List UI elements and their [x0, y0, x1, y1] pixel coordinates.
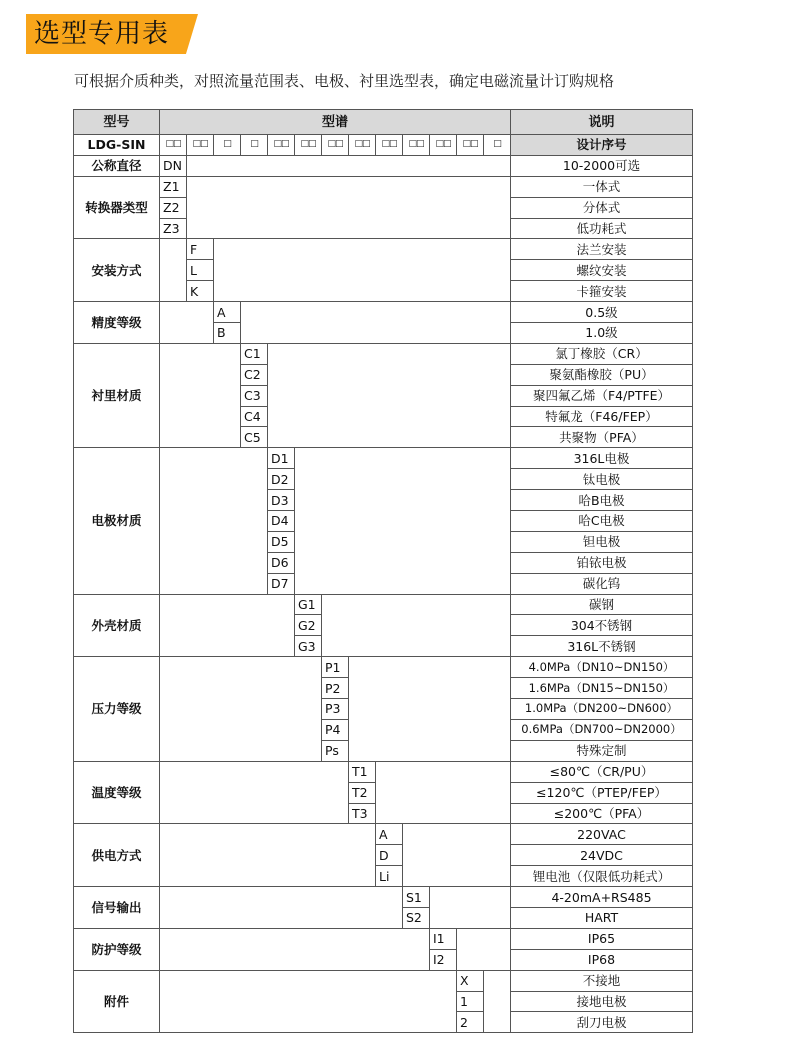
option-row	[74, 824, 693, 845]
option-code: G1	[295, 594, 322, 615]
option-row	[74, 448, 693, 469]
option-row	[74, 302, 693, 323]
option-description: 卡箍安装	[511, 281, 693, 302]
option-code: C1	[241, 343, 268, 364]
group-label: 转换器类型	[74, 176, 160, 239]
code-placeholder: □	[484, 135, 511, 156]
spectrum-blank-left	[160, 657, 322, 761]
group-label: 防护等级	[74, 928, 160, 970]
option-code: D1	[268, 448, 295, 469]
table-header-row	[74, 110, 693, 135]
option-code: 1	[457, 991, 484, 1012]
page-title: 选型专用表	[34, 19, 170, 49]
option-code: I1	[430, 928, 457, 949]
option-description: 1.6MPa（DN15~DN150）	[511, 678, 693, 699]
option-code: S2	[403, 907, 430, 928]
option-code: S1	[403, 887, 430, 908]
option-description: IP68	[511, 949, 693, 970]
group-label: 衬里材质	[74, 343, 160, 447]
code-placeholder: □□	[349, 135, 376, 156]
model-description: 设计序号	[511, 135, 693, 156]
spectrum-blank-right	[484, 970, 511, 1033]
option-code: L	[187, 260, 214, 281]
option-code: I2	[430, 949, 457, 970]
option-row	[74, 970, 693, 991]
option-description: 哈B电极	[511, 490, 693, 511]
option-code: C4	[241, 406, 268, 427]
option-description: 316L不锈钢	[511, 636, 693, 657]
option-code: T1	[349, 761, 376, 782]
option-code: 2	[457, 1012, 484, 1033]
option-code: P2	[322, 678, 349, 699]
option-description: 哈C电极	[511, 511, 693, 532]
option-code: A	[376, 824, 403, 845]
option-description: 一体式	[511, 176, 693, 197]
option-description: 铂铱电极	[511, 552, 693, 573]
option-code: Li	[376, 866, 403, 887]
code-placeholder: □□	[322, 135, 349, 156]
option-code: C5	[241, 427, 268, 448]
spectrum-blank-left	[160, 594, 295, 657]
option-description: IP65	[511, 928, 693, 949]
option-row	[74, 343, 693, 364]
code-placeholder: □□	[160, 135, 187, 156]
option-code: F	[187, 239, 214, 260]
code-placeholder: □□	[430, 135, 457, 156]
option-description: 特殊定制	[511, 740, 693, 761]
spectrum-blank	[187, 155, 511, 176]
option-description: HART	[511, 907, 693, 928]
header-spectrum: 型谱	[160, 110, 511, 135]
option-description: 法兰安装	[511, 239, 693, 260]
option-description: 共聚物（PFA）	[511, 427, 693, 448]
spectrum-blank-left	[160, 448, 268, 594]
page-subtitle: 可根据介质种类，对照流量范围表、电极、衬里选型表，确定电磁流量计订购规格	[74, 72, 615, 90]
option-description: 碳钢	[511, 594, 693, 615]
option-code: D	[376, 845, 403, 866]
option-code: T3	[349, 803, 376, 824]
nominal-diameter-description: 10-2000可选	[511, 155, 693, 176]
group-label: 精度等级	[74, 302, 160, 344]
spectrum-blank-left	[160, 343, 241, 447]
option-code: P1	[322, 657, 349, 678]
spectrum-blank-left	[160, 761, 349, 824]
option-description: ≤120℃（PTEP/FEP）	[511, 782, 693, 803]
option-description: 特氟龙（F46/FEP）	[511, 406, 693, 427]
option-code: P4	[322, 719, 349, 740]
option-description: 钽电极	[511, 531, 693, 552]
option-description: 接地电极	[511, 991, 693, 1012]
nominal-diameter-row	[74, 155, 693, 176]
code-placeholder: □□	[187, 135, 214, 156]
option-code: T2	[349, 782, 376, 803]
option-row	[74, 176, 693, 197]
spectrum-blank-right	[457, 928, 511, 970]
group-label: 温度等级	[74, 761, 160, 824]
option-code: Z2	[160, 197, 187, 218]
header-model: 型号	[74, 110, 160, 135]
option-code: D6	[268, 552, 295, 573]
option-description: 刮刀电极	[511, 1012, 693, 1033]
option-description: 0.5级	[511, 302, 693, 323]
option-code: Z1	[160, 176, 187, 197]
option-row	[74, 928, 693, 949]
nominal-diameter-label: 公称直径	[74, 155, 160, 176]
option-description: 0.6MPa（DN700~DN2000）	[511, 719, 693, 740]
option-code: D4	[268, 511, 295, 532]
option-code: D5	[268, 531, 295, 552]
option-description: 聚四氟乙烯（F4/PTFE）	[511, 385, 693, 406]
spectrum-blank-right	[187, 176, 511, 239]
nominal-diameter-code: DN	[160, 155, 187, 176]
spectrum-blank-right	[349, 657, 511, 761]
option-code: K	[187, 281, 214, 302]
option-description: 24VDC	[511, 845, 693, 866]
option-description: 1.0MPa（DN200~DN600）	[511, 699, 693, 720]
spectrum-blank-left	[160, 970, 457, 1033]
code-placeholder: □	[214, 135, 241, 156]
code-placeholder: □□	[295, 135, 322, 156]
option-description: 低功耗式	[511, 218, 693, 239]
spectrum-blank-right	[403, 824, 511, 887]
group-label: 信号输出	[74, 887, 160, 929]
option-description: ≤80℃（CR/PU）	[511, 761, 693, 782]
spectrum-blank-right	[295, 448, 511, 594]
code-placeholder: □□	[457, 135, 484, 156]
spectrum-blank-right	[322, 594, 511, 657]
option-description: 聚氨酯橡胶（PU）	[511, 364, 693, 385]
header-description: 说明	[511, 110, 693, 135]
option-code: C3	[241, 385, 268, 406]
option-description: 分体式	[511, 197, 693, 218]
option-row	[74, 657, 693, 678]
option-description: 螺纹安装	[511, 260, 693, 281]
option-code: D2	[268, 469, 295, 490]
option-description: 316L电极	[511, 448, 693, 469]
spectrum-blank-right	[430, 887, 511, 929]
option-code: Ps	[322, 740, 349, 761]
option-row	[74, 239, 693, 260]
option-description: 1.0级	[511, 323, 693, 344]
model-name: LDG-SIN	[74, 135, 160, 156]
option-code: A	[214, 302, 241, 323]
code-placeholder: □□	[268, 135, 295, 156]
selection-table	[73, 109, 693, 1033]
option-code: D7	[268, 573, 295, 594]
option-description: 钛电极	[511, 469, 693, 490]
option-code: D3	[268, 490, 295, 511]
spectrum-blank-right	[214, 239, 511, 302]
code-placeholder: □□	[376, 135, 403, 156]
option-row	[74, 594, 693, 615]
spectrum-blank-left	[160, 928, 430, 970]
option-description: 4-20mA+RS485	[511, 887, 693, 908]
option-code: B	[214, 323, 241, 344]
option-code: C2	[241, 364, 268, 385]
option-description: 304不锈钢	[511, 615, 693, 636]
option-description: 氯丁橡胶（CR）	[511, 343, 693, 364]
spectrum-blank-left	[160, 824, 376, 887]
option-code: P3	[322, 699, 349, 720]
option-code: X	[457, 970, 484, 991]
option-description: ≤200℃（PFA）	[511, 803, 693, 824]
spectrum-blank-left	[160, 239, 187, 302]
option-description: 220VAC	[511, 824, 693, 845]
option-description: 不接地	[511, 970, 693, 991]
spectrum-blank-right	[376, 761, 511, 824]
group-label: 附件	[74, 970, 160, 1033]
option-row	[74, 761, 693, 782]
option-code: G2	[295, 615, 322, 636]
spectrum-blank-right	[268, 343, 511, 447]
spectrum-blank-right	[241, 302, 511, 344]
option-code: Z3	[160, 218, 187, 239]
group-label: 安装方式	[74, 239, 160, 302]
code-placeholder: □	[241, 135, 268, 156]
option-description: 锂电池（仅限低功耗式）	[511, 866, 693, 887]
spectrum-blank-left	[160, 887, 403, 929]
option-description: 碳化钨	[511, 573, 693, 594]
group-label: 电极材质	[74, 448, 160, 594]
option-description: 4.0MPa（DN10~DN150）	[511, 657, 693, 678]
group-label: 压力等级	[74, 657, 160, 761]
group-label: 供电方式	[74, 824, 160, 887]
model-row	[74, 135, 693, 156]
spectrum-blank-left	[160, 302, 214, 344]
group-label: 外壳材质	[74, 594, 160, 657]
option-code: G3	[295, 636, 322, 657]
code-placeholder: □□	[403, 135, 430, 156]
option-row	[74, 887, 693, 908]
